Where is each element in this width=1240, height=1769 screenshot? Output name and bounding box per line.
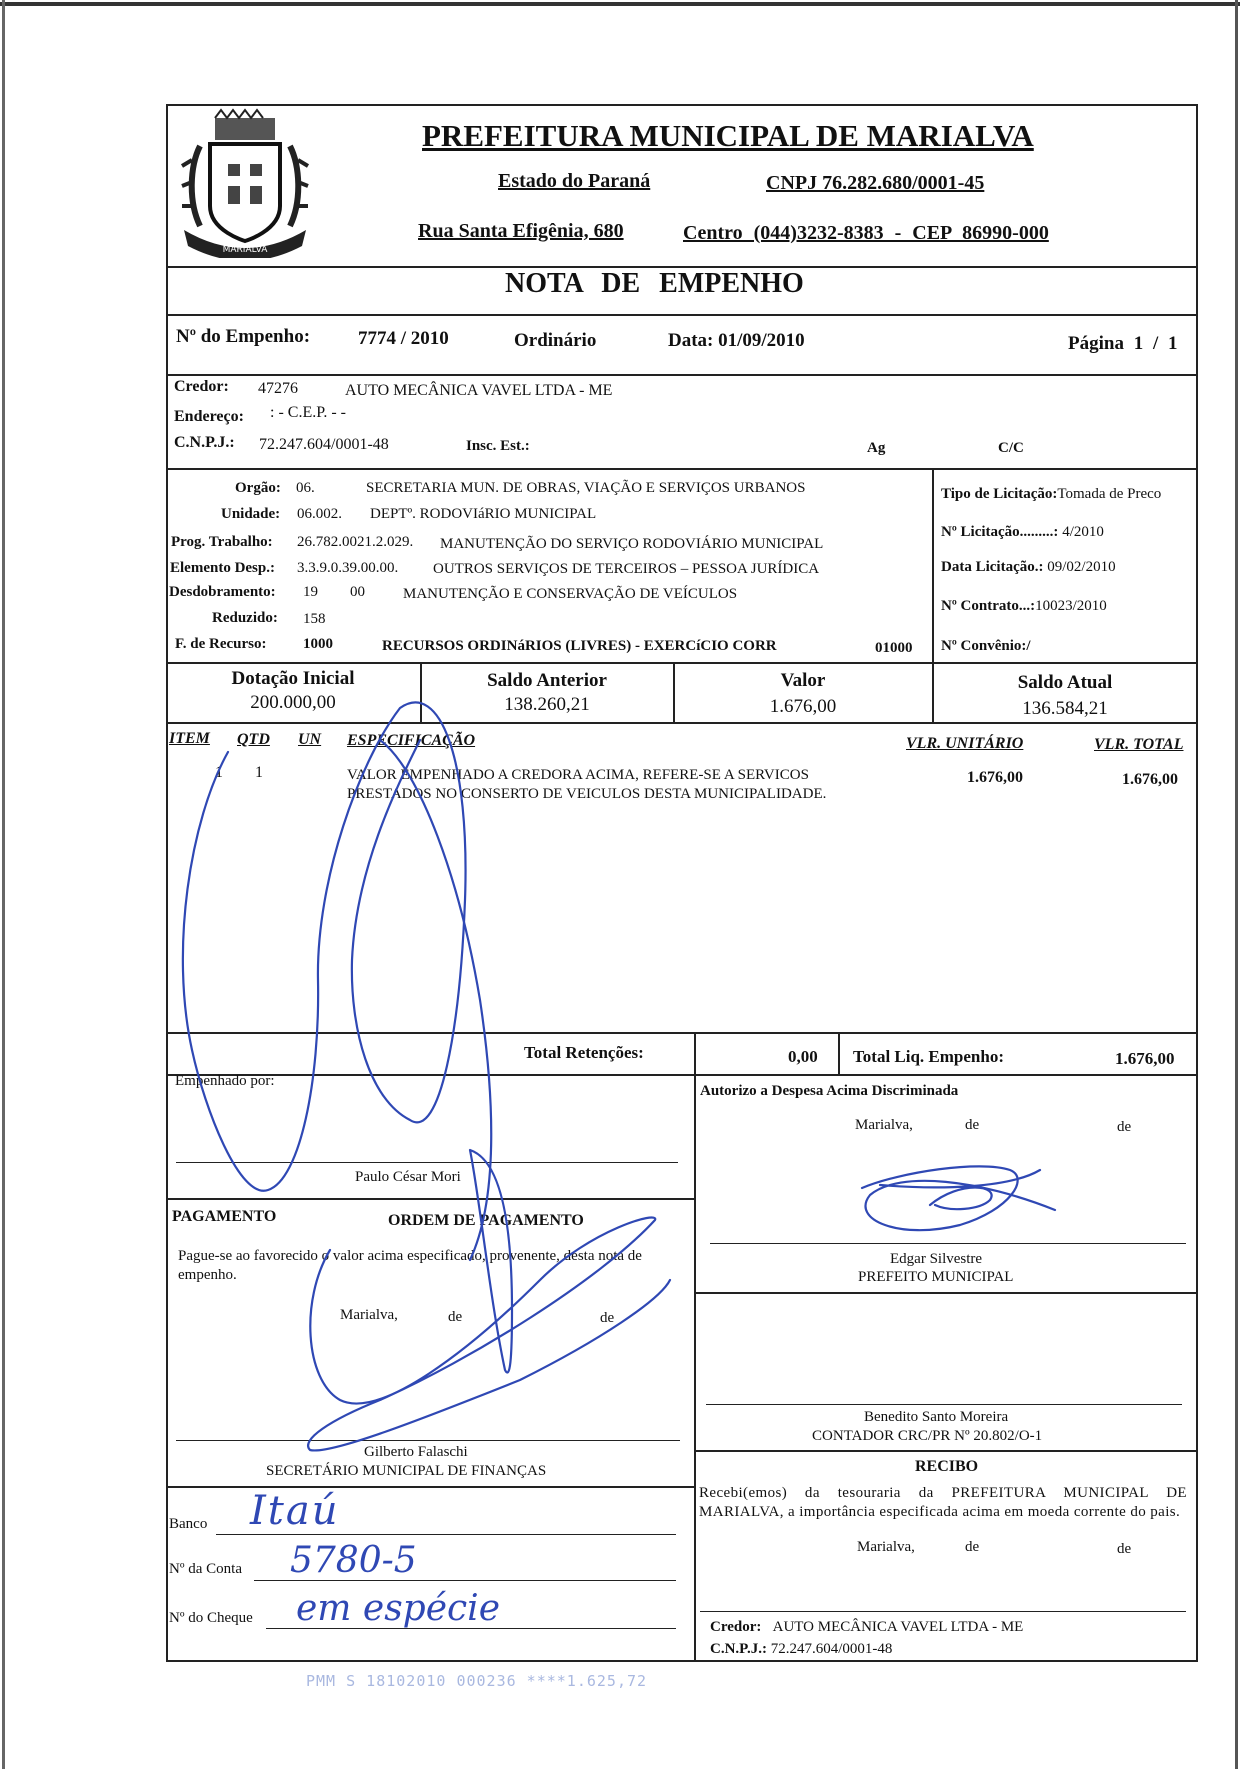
ordem-pagamento: ORDEM DE PAGAMENTO	[388, 1212, 584, 1229]
row-unit-value: 1.676,00	[967, 769, 1023, 786]
credor-name: AUTO MECÂNICA VAVEL LTDA - ME	[345, 382, 613, 399]
cheque-value: em espécie	[296, 1588, 500, 1629]
prefeito-signature-stroke	[862, 1166, 1055, 1230]
pagamento-signer-name: Gilberto Falaschi	[364, 1444, 468, 1460]
recurso-label: F. de Recurso:	[175, 636, 267, 652]
row-spec-line2: PRESTADOS NO CONSERTO DE VEICULOS DESTA MUNICIPALIDADE.	[347, 786, 827, 802]
credor-label: Credor:	[174, 378, 229, 395]
recibo-text: Recebi(emos) da tesouraria da PREFEITURA MUNICIPAL DE MARIALVA, a importância especificada acima em moeda corrente do pais.	[699, 1485, 1187, 1520]
contador-role: CONTADOR CRC/PR Nº 20.802/O-1	[812, 1428, 1043, 1444]
pagamento-city: Marialva,	[340, 1307, 398, 1323]
numero-licitacao-label: Nº Licitação.........:	[941, 524, 1059, 540]
unidade-code: 06.002.	[297, 506, 342, 522]
unidade-name: DEPTº. RODOVIáRIO MUNICIPAL	[370, 506, 597, 522]
dotacao-inicial-value: 200.000,00	[250, 692, 336, 713]
contador-name: Benedito Santo Moreira	[864, 1409, 1009, 1425]
recibo-credor-name: AUTO MECÂNICA VAVEL LTDA - ME	[772, 1619, 1024, 1635]
autorizo-de1: de	[965, 1117, 980, 1133]
col-header-un: UN	[298, 731, 322, 748]
svg-text:MARIALVA: MARIALVA	[222, 245, 268, 255]
prog-name: MANUTENÇÃO DO SERVIÇO RODOVIÁRIO MUNICIPAL	[440, 536, 824, 552]
empenhado-label: Empenhado por:	[175, 1073, 275, 1089]
prog-code: 26.782.0021.2.029.	[297, 534, 414, 550]
saldo-anterior-value: 138.260,21	[504, 694, 590, 715]
autorizo-de2: de	[1117, 1119, 1132, 1135]
empenho-type: Ordinário	[514, 330, 597, 351]
saldo-atual-label: Saldo Atual	[1017, 672, 1113, 693]
municipality-cnpj: CNPJ 76.282.680/0001-45	[766, 172, 985, 194]
retencoes-label: Total Retenções:	[524, 1043, 644, 1062]
total-liq-label: Total Liq. Empenho:	[853, 1047, 1004, 1066]
cnpj-label: C.N.P.J.:	[174, 434, 235, 451]
elemento-name: OUTROS SERVIÇOS DE TERCEIROS – PESSOA JURÍDICA	[433, 561, 820, 577]
row-total-value: 1.676,00	[1122, 771, 1178, 788]
pagamento-de1: de	[448, 1309, 463, 1325]
pagamento-label: PAGAMENTO	[172, 1208, 277, 1225]
contrato-label: Nº Contrato...:	[941, 598, 1036, 614]
recibo-cnpj-label: C.N.P.J.:	[710, 1641, 767, 1657]
orgao-label: Orgão:	[235, 480, 281, 496]
pagamento-signer-role: SECRETÁRIO MUNICIPAL DE FINANÇAS	[266, 1463, 547, 1479]
row-spec-line1: VALOR EMPENHADO A CREDORA ACIMA, REFERE-SE A SERVICOS	[347, 767, 809, 783]
desdobramento-code: 19	[303, 584, 318, 600]
data-licitacao-value: 09/02/2010	[1047, 559, 1116, 575]
recibo-cnpj-value: 72.247.604/0001-48	[770, 1641, 893, 1657]
autorizo-city: Marialva,	[855, 1117, 913, 1133]
empenhado-signature-stroke	[183, 702, 466, 1190]
reduzido-label: Reduzido:	[212, 610, 278, 626]
elemento-code: 3.3.9.0.39.00.00.	[297, 560, 399, 576]
reduzido-value: 158	[303, 611, 326, 627]
col-header-qtd: QTD	[237, 731, 270, 748]
document-title: NOTA DE EMPENHO	[505, 268, 804, 299]
row-item: 1	[215, 764, 223, 781]
autorizo-signer-name: Edgar Silvestre	[890, 1251, 983, 1267]
recibo-de1: de	[965, 1539, 980, 1555]
col-header-spec: ESPECIFICAÇÃO	[347, 732, 476, 749]
cheque-label: Nº do Cheque	[169, 1610, 253, 1626]
empenho-number-label: Nº do Empenho:	[176, 326, 311, 347]
credor-code: 47276	[258, 380, 298, 397]
page-indicator: Página 1 / 1	[1068, 333, 1178, 354]
recibo-label: RECIBO	[915, 1458, 979, 1475]
col-header-total: VLR. TOTAL	[1094, 736, 1184, 753]
contrato-value: 10023/2010	[1035, 598, 1107, 614]
convenio-label: Nº Convênio:/	[941, 638, 1031, 654]
endereco-label: Endereço:	[174, 408, 244, 425]
recibo-credor-label: Credor:	[710, 1619, 762, 1635]
data-licitacao-label: Data Licitação.:	[941, 559, 1044, 575]
empenhado-signer: Paulo César Mori	[355, 1169, 461, 1185]
conta-value: 5780-5	[290, 1540, 417, 1581]
endereco-value: : - C.E.P. - -	[270, 404, 346, 421]
pagamento-signature-stroke	[308, 1150, 670, 1450]
insc-est-label: Insc. Est.:	[466, 438, 530, 454]
authentication-stamp: PMM S 18102010 000236 ****1.625,72	[306, 1672, 648, 1690]
recibo-de2: de	[1117, 1541, 1132, 1557]
cc-label: C/C	[998, 440, 1024, 456]
tipo-licitacao-value: Tomada de Preco	[1057, 486, 1162, 502]
orgao-code: 06.	[296, 480, 315, 496]
autorizo-signer-role: PREFEITO MUNICIPAL	[858, 1269, 1014, 1285]
pagamento-de2: de	[600, 1310, 615, 1326]
valor-value: 1.676,00	[769, 696, 837, 717]
prog-label: Prog. Trabalho:	[171, 534, 273, 550]
empenho-number: 7774 / 2010	[358, 328, 449, 349]
unidade-label: Unidade:	[221, 506, 281, 522]
municipality-title: PREFEITURA MUNICIPAL DE MARIALVA	[422, 118, 1034, 153]
contact-info: Centro (044)3232-8383 - CEP 86990-000	[683, 222, 1049, 244]
desdobramento-label: Desdobramento:	[169, 584, 276, 600]
orgao-name: SECRETARIA MUN. DE OBRAS, VIAÇÃO E SERVIÇOS URBANOS	[366, 480, 806, 496]
credor-cnpj: 72.247.604/0001-48	[259, 436, 389, 453]
recurso-ref: 01000	[875, 640, 913, 656]
saldo-atual-value: 136.584,21	[1022, 698, 1108, 719]
street-address: Rua Santa Efigênia, 680	[418, 220, 624, 242]
recibo-city: Marialva,	[857, 1539, 915, 1555]
conta-label: Nº da Conta	[169, 1561, 242, 1577]
elemento-label: Elemento Desp.:	[170, 560, 275, 576]
recurso-name: RECURSOS ORDINáRIOS (LIVRES) - EXERCíCIO CORR	[382, 638, 777, 654]
tipo-licitacao-label: Tipo de Licitação:	[941, 486, 1058, 502]
desdobramento-name: MANUTENÇÃO E CONSERVAÇÃO DE VEÍCULOS	[403, 586, 738, 602]
empenho-date: Data: 01/09/2010	[668, 330, 805, 351]
total-liq-value: 1.676,00	[1115, 1049, 1175, 1068]
autorizo-label: Autorizo a Despesa Acima Discriminada	[700, 1083, 959, 1099]
col-header-unit: VLR. UNITÁRIO	[906, 735, 1024, 752]
saldo-anterior-label: Saldo Anterior	[487, 670, 607, 691]
state-name: Estado do Paraná	[498, 170, 651, 192]
banco-label: Banco	[169, 1516, 208, 1532]
row-qtd: 1	[255, 764, 263, 781]
numero-licitacao-value: 4/2010	[1062, 524, 1104, 540]
desdobramento-sub: 00	[350, 584, 365, 600]
banco-value: Itaú	[250, 1488, 340, 1534]
pagamento-text: Pague-se ao favorecido o valor acima especificado, provenente, desta nota de empenho.	[178, 1248, 642, 1283]
ag-label: Ag	[867, 440, 886, 456]
valor-label: Valor	[780, 670, 826, 691]
recurso-code: 1000	[303, 636, 333, 652]
col-header-item: ITEM	[169, 730, 210, 747]
retencoes-value: 0,00	[788, 1047, 818, 1066]
dotacao-inicial-label: Dotação Inicial	[231, 668, 355, 689]
